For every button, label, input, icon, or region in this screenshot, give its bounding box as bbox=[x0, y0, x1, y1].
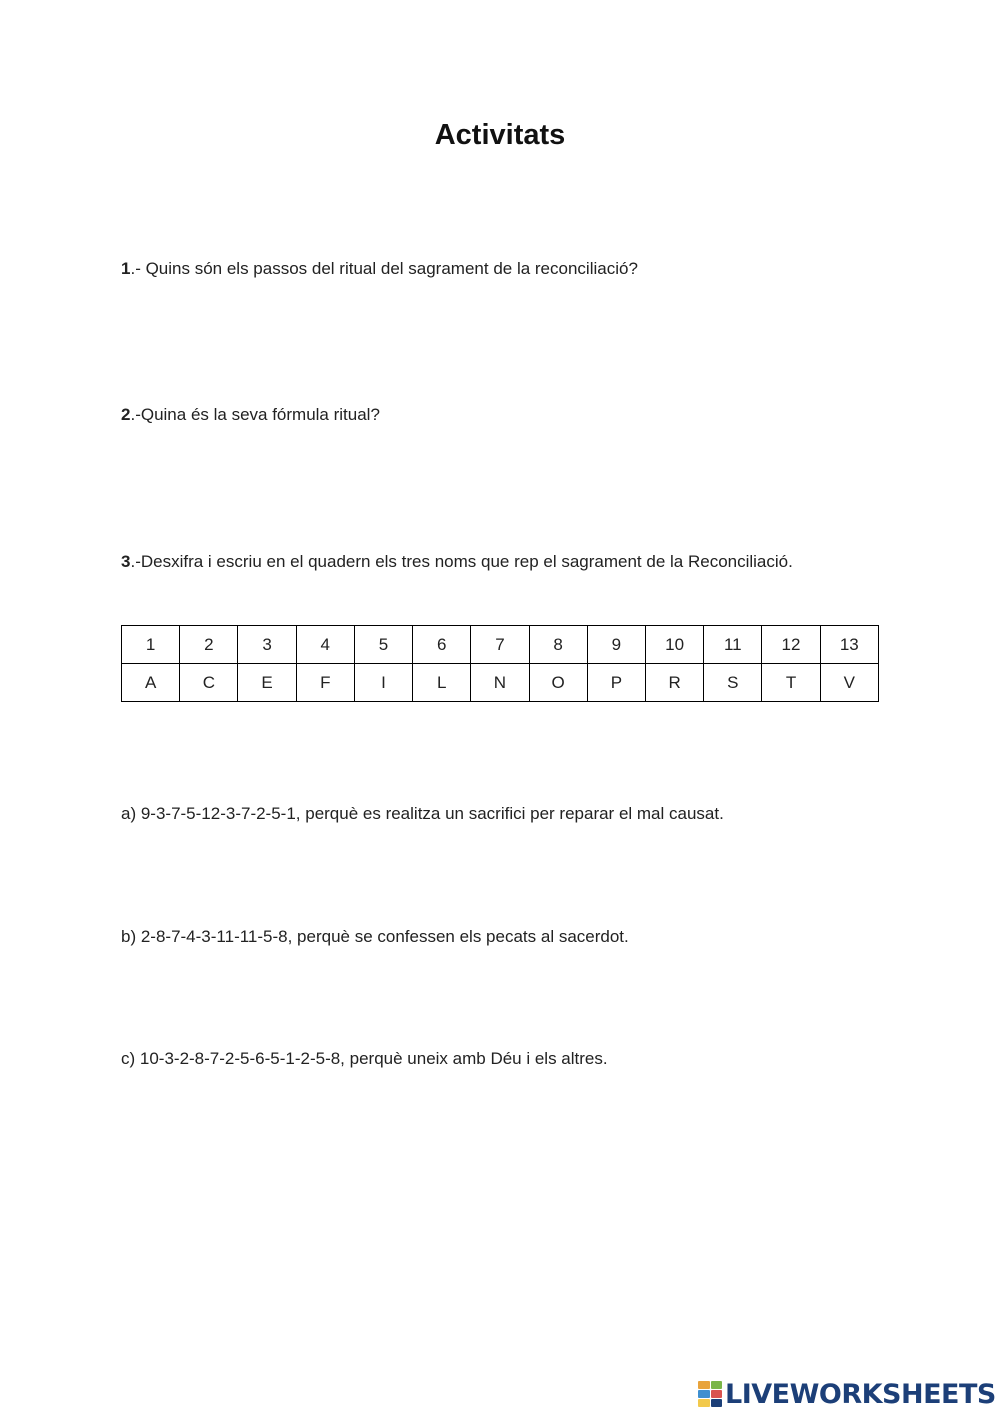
cipher-letter-cell: O bbox=[529, 664, 587, 702]
question-text: .-Quina és la seva fórmula ritual? bbox=[130, 405, 380, 424]
cipher-letter-cell: R bbox=[645, 664, 703, 702]
cipher-letter-cell: F bbox=[296, 664, 354, 702]
cipher-number-cell: 4 bbox=[296, 626, 354, 664]
liveworksheets-brand bbox=[698, 1378, 996, 1410]
cipher-letter-cell: T bbox=[762, 664, 820, 702]
liveworksheets-logo-icon bbox=[698, 1381, 722, 1407]
cipher-letter-cell: L bbox=[413, 664, 471, 702]
cipher-number-cell: 11 bbox=[704, 626, 762, 664]
cipher-number-cell: 1 bbox=[122, 626, 180, 664]
question-text: .-Desxifra i escriu en el quadern els tres noms que rep el sagrament de la Reconciliació. bbox=[130, 552, 793, 571]
question-number: 3 bbox=[121, 552, 131, 571]
cipher-letters-row bbox=[122, 664, 879, 702]
item-a: a) 9-3-7-5-12-3-7-2-5-1, perquè es realitza un sacrifici per reparar el mal causat. bbox=[121, 804, 724, 823]
question-number: 2 bbox=[121, 405, 131, 424]
question-1 bbox=[121, 259, 638, 279]
cipher-number-cell: 9 bbox=[587, 626, 645, 664]
cipher-letter-cell: P bbox=[587, 664, 645, 702]
cipher-number-cell: 8 bbox=[529, 626, 587, 664]
cipher-letter-cell: N bbox=[471, 664, 529, 702]
cipher-letter-cell: I bbox=[354, 664, 412, 702]
cipher-number-cell: 5 bbox=[354, 626, 412, 664]
page-title: Activitats bbox=[434, 119, 566, 151]
cipher-number-cell: 2 bbox=[180, 626, 238, 664]
question-number: 1 bbox=[121, 259, 131, 278]
cipher-number-cell: 6 bbox=[413, 626, 471, 664]
cipher-letter-cell: S bbox=[704, 664, 762, 702]
cipher-letter-cell: E bbox=[238, 664, 296, 702]
brand-text: LIVEWORKSHEETS bbox=[725, 1378, 996, 1410]
cipher-numbers-row bbox=[122, 626, 879, 664]
question-2 bbox=[121, 405, 380, 425]
cipher-number-cell: 7 bbox=[471, 626, 529, 664]
item-b: b) 2-8-7-4-3-11-11-5-8, perquè se confessen els pecats al sacerdot. bbox=[121, 927, 629, 946]
cipher-letter-cell: C bbox=[180, 664, 238, 702]
cipher-number-cell: 13 bbox=[820, 626, 878, 664]
cipher-number-cell: 12 bbox=[762, 626, 820, 664]
question-text: .- Quins són els passos del ritual del sagrament de la reconciliació? bbox=[130, 259, 638, 278]
question-3 bbox=[121, 552, 793, 572]
cipher-number-cell: 3 bbox=[238, 626, 296, 664]
cipher-letter-cell: A bbox=[122, 664, 180, 702]
item-c: c) 10-3-2-8-7-2-5-6-5-1-2-5-8, perquè uneix amb Déu i els altres. bbox=[121, 1049, 608, 1068]
cipher-table bbox=[121, 625, 879, 702]
cipher-letter-cell: V bbox=[820, 664, 878, 702]
cipher-number-cell: 10 bbox=[645, 626, 703, 664]
